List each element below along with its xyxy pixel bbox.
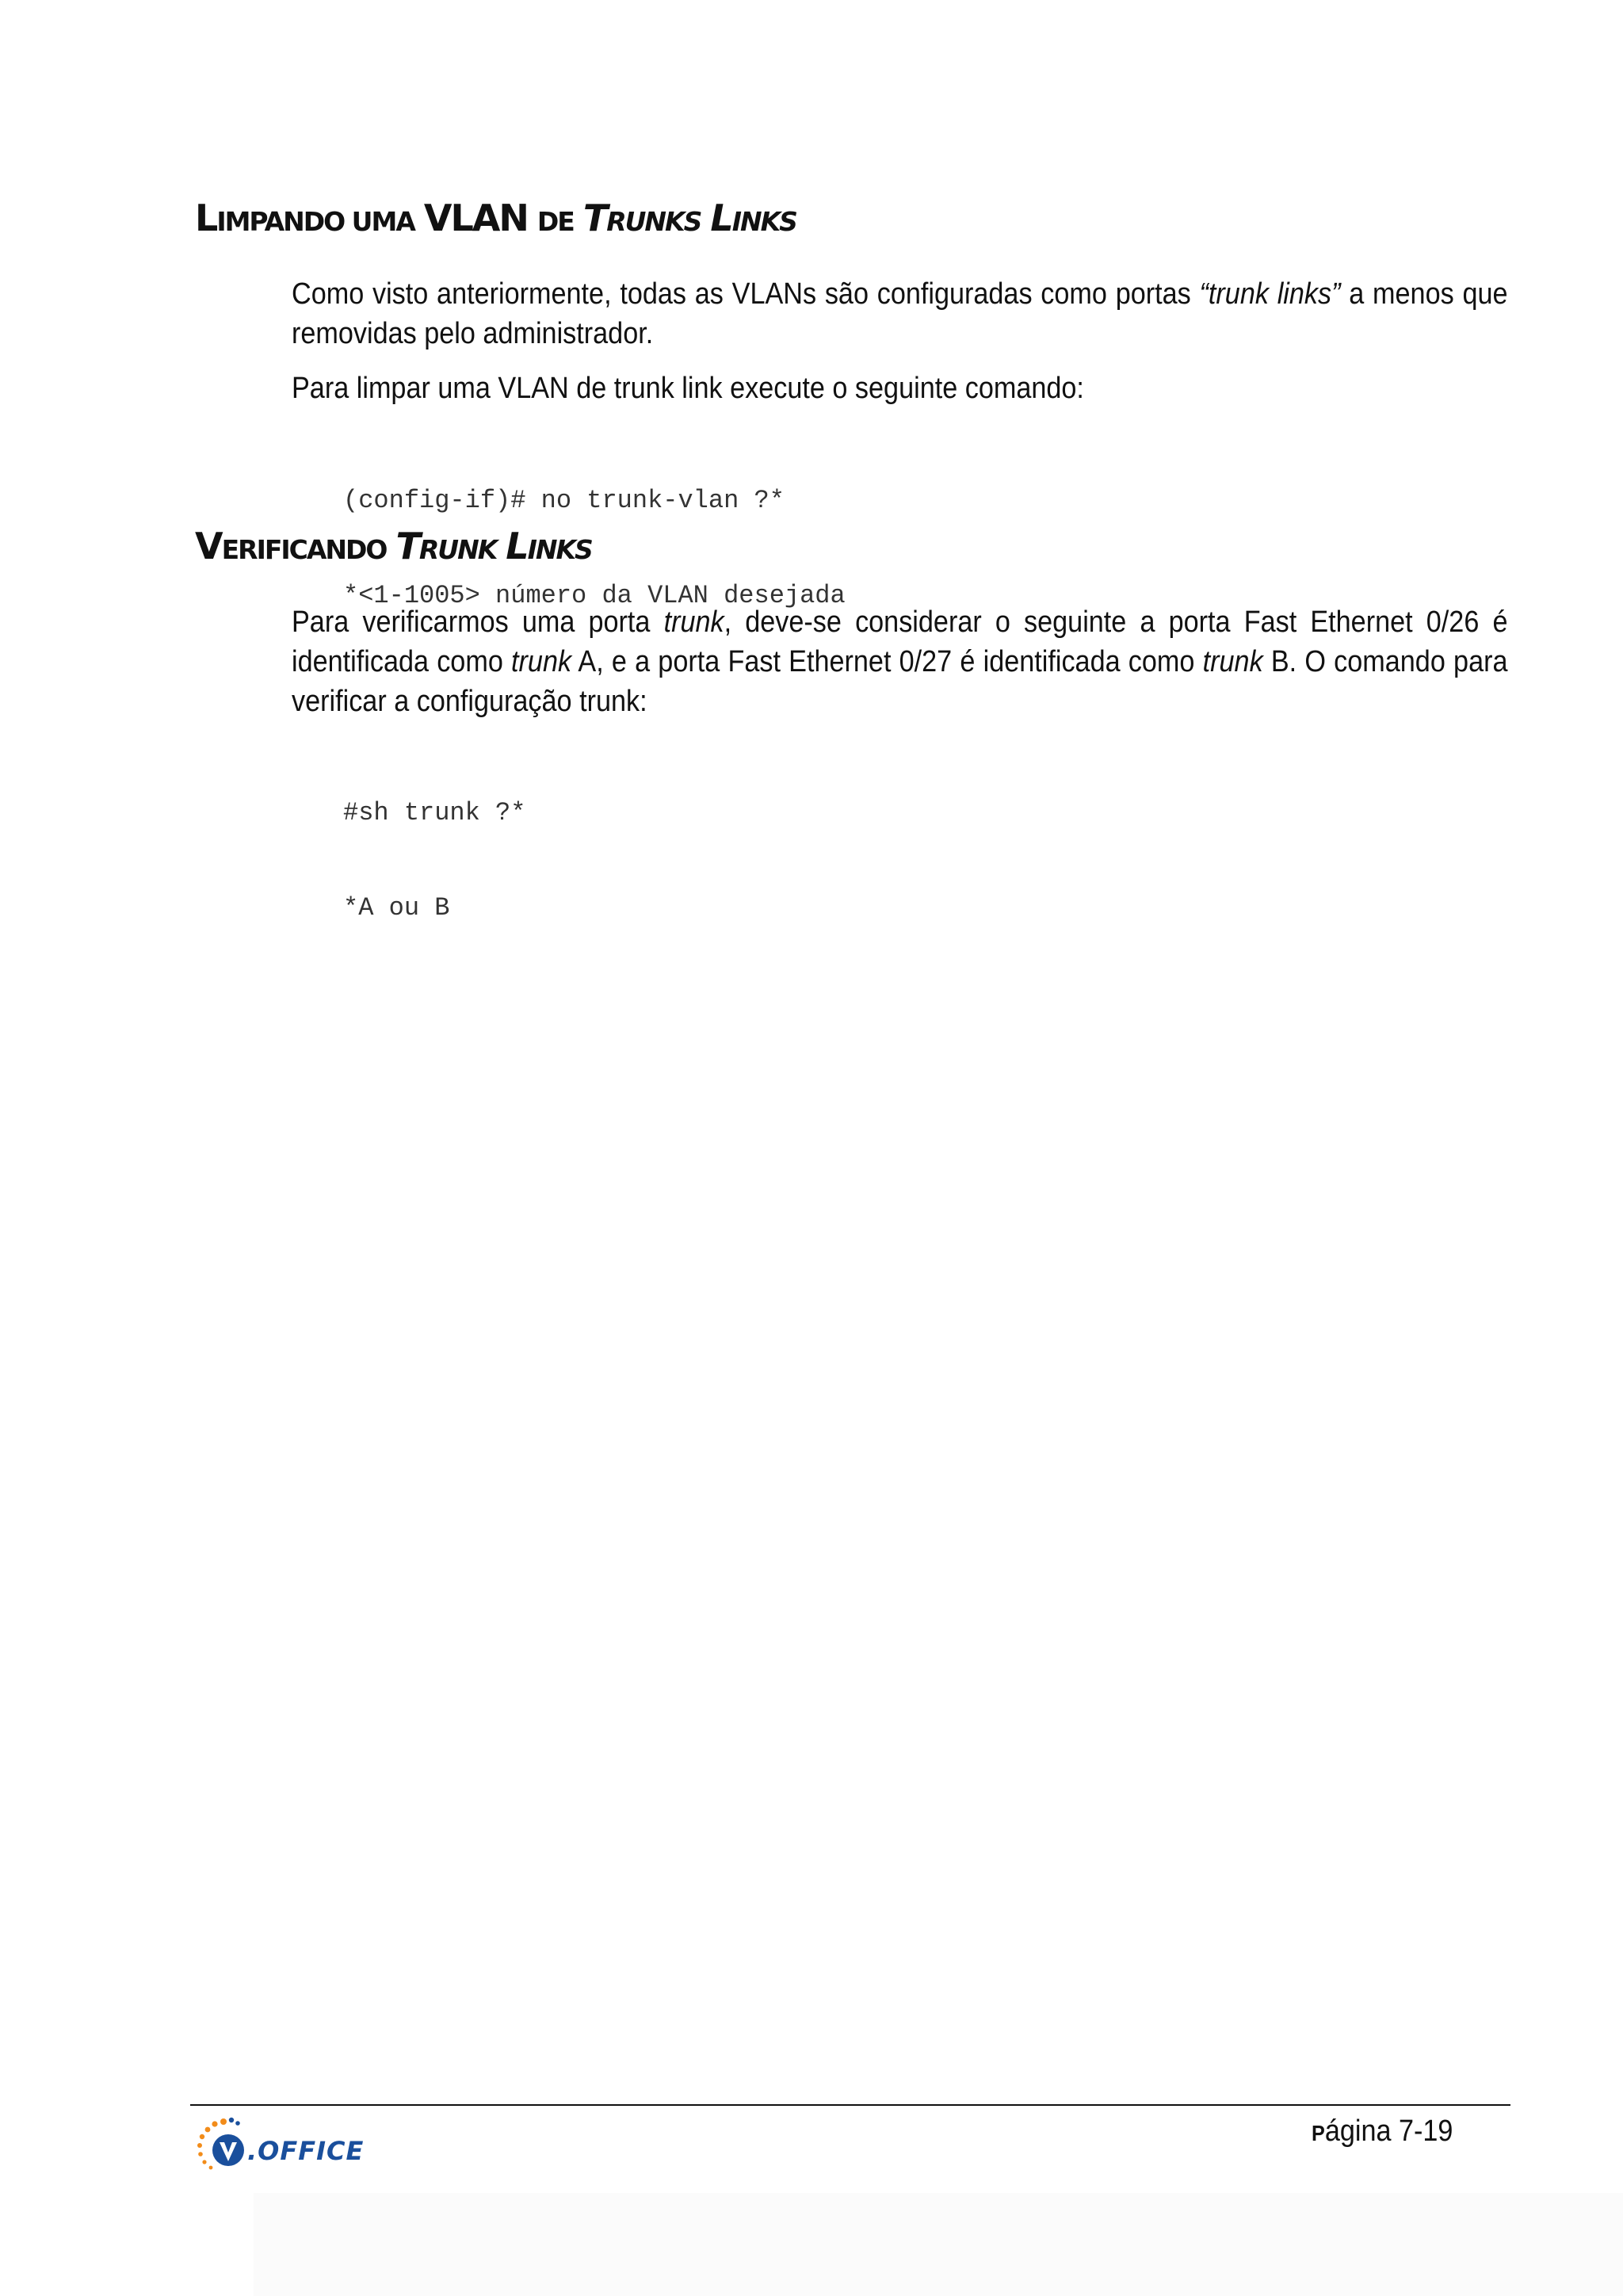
paragraph-limpar-vlan: Para limpar uma VLAN de trunk link execute o seguinte comando: [292, 372, 1084, 405]
paragraph-verificar-trunk [292, 602, 1508, 721]
heading-text: T [395, 525, 419, 567]
heading-text: L [195, 197, 217, 239]
paragraph-italic-text: trunk [511, 645, 572, 678]
section-heading-limpando-vlan [195, 197, 796, 239]
paragraph-italic-text: “trunk links” [1199, 277, 1341, 311]
heading-text: L [506, 525, 528, 567]
code-block-sh-trunk [343, 734, 525, 988]
heading-text: INKS [527, 534, 592, 565]
heading-text: ERIFICANDO [221, 534, 387, 565]
code-line: *A ou B [343, 893, 450, 923]
paragraph-text: Para verificarmos uma porta [292, 606, 664, 639]
heading-text: INKS [731, 206, 796, 237]
footer-divider [190, 2104, 1510, 2106]
v-office-logo-icon [192, 2112, 255, 2183]
paragraph-text: , deve-se considerar o seguinte a porta Fast Ethernet 0/26 é identificada como [292, 606, 1508, 678]
heading-text: T [582, 197, 607, 239]
logo-wordmark: .OFFICE [247, 2136, 365, 2166]
paragraph-italic-text: trunk [663, 606, 724, 639]
heading-text: VLAN [423, 197, 528, 239]
footer-background [254, 2193, 1623, 2296]
paragraph-text: B. O comando para verificar a configuração trunk: [292, 645, 1508, 718]
paragraph-italic-text: trunk [1202, 645, 1263, 678]
heading-text: RUNK [418, 534, 497, 565]
heading-text: RUNKS [606, 206, 701, 237]
page-number-label: ágina 7-19 [1324, 2115, 1453, 2148]
page-number [1312, 2115, 1453, 2149]
paragraph-text: Como visto anteriormente, todas as VLANs são configuradas como portas [292, 277, 1200, 311]
paragraph-vlans-intro [292, 274, 1508, 353]
v-office-logo [192, 2112, 365, 2183]
code-line: *<1-1005> número da VLAN desejada [343, 581, 846, 610]
heading-text: L [710, 197, 732, 239]
paragraph-text: A, e a porta Fast Ethernet 0/27 é identificada como [571, 645, 1203, 678]
heading-text: DE [537, 206, 574, 237]
page-number-prefix: P [1312, 2121, 1325, 2145]
section-heading-verificando-trunk [195, 525, 592, 567]
heading-text: V [195, 525, 222, 567]
code-line: (config-if)# no trunk-vlan ?* [343, 486, 785, 515]
paragraph-text: a menos que removidas pelo administrador. [292, 277, 1508, 350]
heading-text: IMPANDO UMA [216, 206, 414, 237]
code-line: #sh trunk ?* [343, 798, 526, 827]
